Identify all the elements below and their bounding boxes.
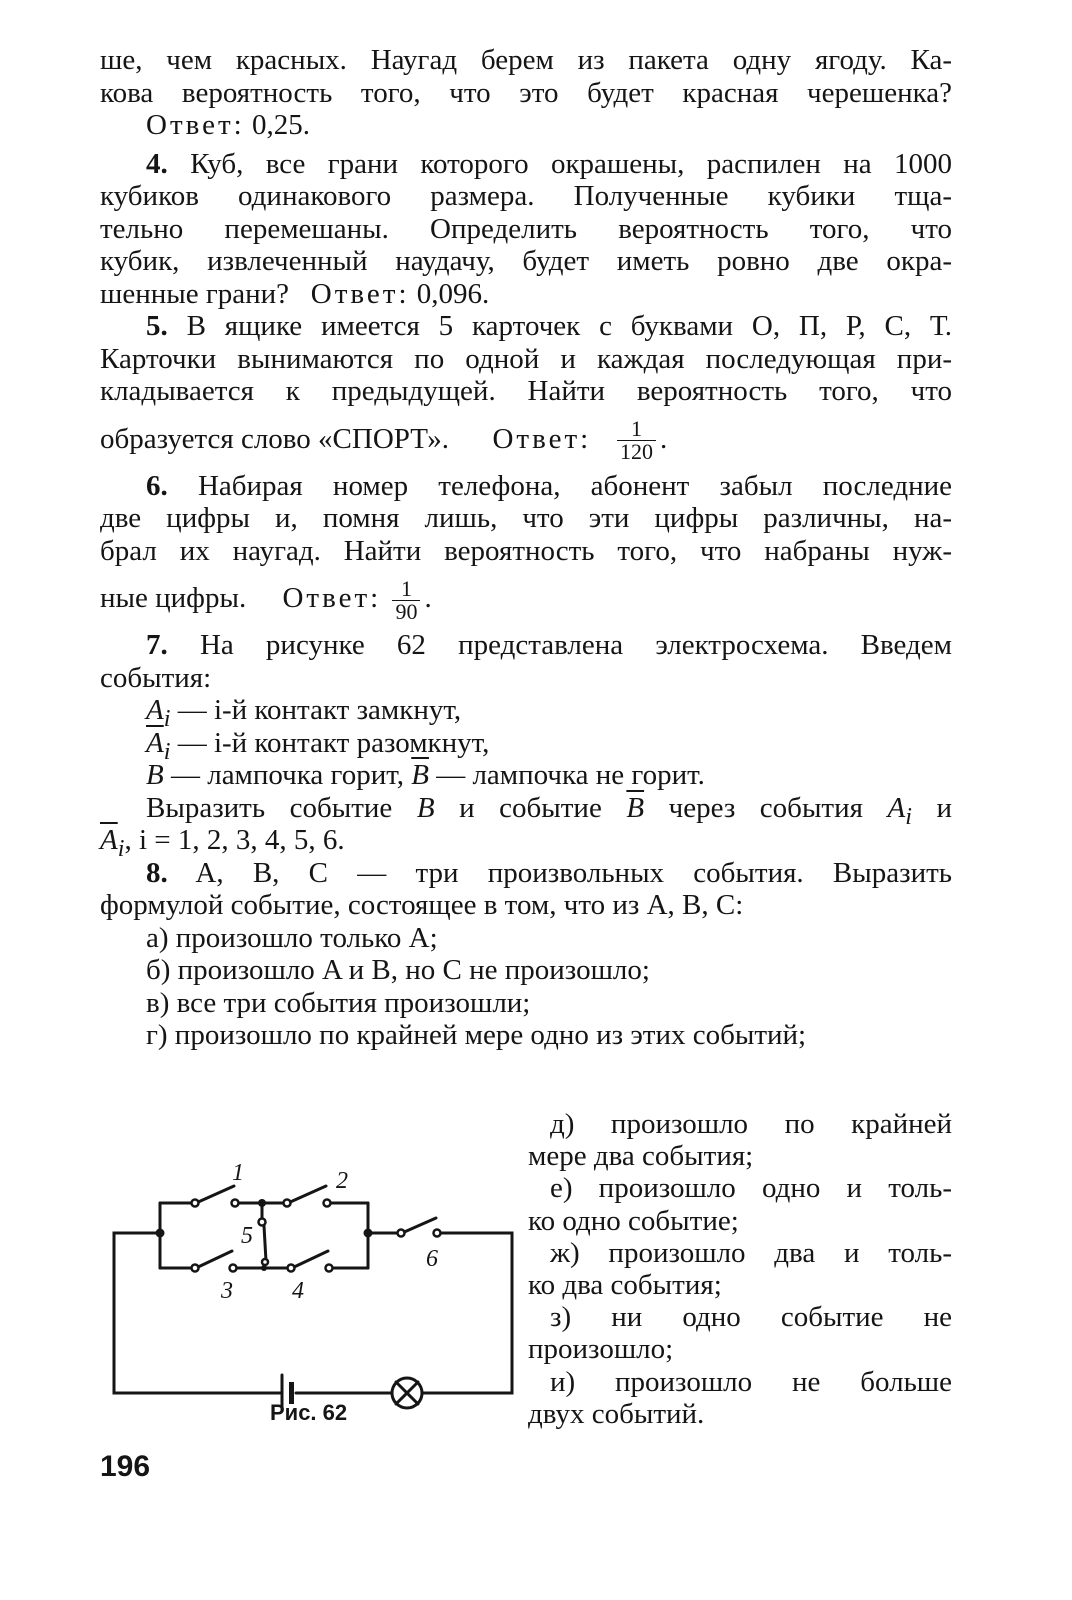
switch-2	[288, 1186, 326, 1203]
problem-number: 6.	[146, 469, 168, 502]
contact-label: 5	[241, 1223, 253, 1249]
text-line: кубиков одинакового размера. Полученные кубики тща-	[100, 180, 952, 212]
text-span: через события	[644, 791, 888, 824]
list-item: а) произошло только A;	[146, 921, 438, 954]
figure-caption: Рис. 62	[270, 1400, 348, 1425]
fraction-numerator: 1	[392, 578, 420, 601]
list-item-cont: ко одно событие;	[528, 1204, 739, 1237]
junction-dot	[364, 1229, 373, 1238]
text-line	[100, 824, 952, 862]
text-line: кова вероятность того, что это будет красная черешенка?	[100, 76, 952, 109]
fraction-denominator: 120	[619, 439, 653, 465]
event-line	[100, 726, 952, 765]
math-subscript: i	[163, 704, 171, 732]
event-line	[100, 694, 952, 732]
list-item: в) все три события произошли;	[146, 986, 531, 1019]
answer-value: 0,096.	[416, 277, 490, 310]
text-line: Куб, все грани которого окрашены, распилен на 1000	[190, 147, 952, 180]
switch-3	[196, 1251, 232, 1268]
problem-5-line	[100, 310, 952, 343]
text-line: брал их наугад. Найти вероятность того, что набраны нуж-	[100, 534, 952, 567]
page-text	[100, 44, 952, 1052]
fraction-denominator: 90	[395, 598, 418, 624]
math-subscript: i	[163, 737, 171, 765]
problem-number: 7.	[146, 629, 168, 661]
text-span: — лампочка горит,	[163, 759, 412, 791]
page-number: 196	[100, 1450, 151, 1483]
text-line: формулой событие, состоящее в том, что из A, B, C:	[100, 889, 744, 921]
problem-4-line	[100, 148, 952, 181]
text-span: — i-й контакт замкнут,	[170, 694, 462, 726]
answer-label: Ответ:	[492, 422, 592, 455]
math-symbol: $\overline{B}$	[411, 759, 429, 791]
text-span: образуется слово «СПОРТ».	[100, 422, 449, 455]
contact-label: 1	[232, 1160, 244, 1186]
text-span: — лампочка не горит.	[428, 759, 705, 791]
list-item: ж) произошло два и толь-	[550, 1236, 952, 1269]
problem-number: 5.	[146, 310, 168, 342]
text-line: Карточки вынимаются по одной и каждая последующая при-	[100, 342, 952, 375]
answer-label: Ответ:	[310, 277, 410, 310]
math-symbol: $\overline{B}$	[626, 791, 645, 824]
text-span: — i-й контакт разомкнут,	[170, 726, 490, 759]
text-line: события:	[100, 661, 212, 694]
text-line: кубик, извлеченный наудачу, будет иметь ровно две окра-	[100, 245, 952, 277]
junction-dot	[258, 1199, 266, 1207]
text-line: A, B, C — три произвольных события. Выразить	[195, 856, 952, 889]
list-item: б) произошло A и B, но C не произошло;	[146, 954, 650, 986]
problem-number: 8.	[146, 856, 168, 889]
list-item-cont: ко два события;	[528, 1268, 722, 1301]
text-span: Выразить событие	[146, 791, 417, 824]
list-item: г) произошло по крайней мере одно из этих событий;	[146, 1019, 807, 1051]
answer-line	[100, 109, 952, 142]
event-line	[100, 759, 952, 792]
fraction-numerator: 1	[617, 418, 656, 441]
contact-label: 2	[336, 1168, 348, 1194]
answer-line: ные цифры. Ответ: $\frac{1}{90}$ .	[100, 575, 432, 624]
list-item: е) произошло одно и толь-	[550, 1172, 952, 1205]
circuit-diagram	[104, 1138, 524, 1438]
contact-label: 3	[221, 1278, 233, 1304]
list-item-cont: мере два события;	[528, 1140, 754, 1173]
text-line: Набирая номер телефона, абонент забыл последние	[197, 469, 953, 502]
text-span: и событие	[434, 791, 627, 824]
answer-line	[100, 278, 952, 311]
wire	[114, 1233, 280, 1393]
answer-label: Ответ:	[282, 582, 382, 614]
text-span: шенные грани?	[100, 277, 290, 310]
figure-region	[100, 1108, 952, 1468]
problem-number: 4.	[146, 147, 168, 180]
problem-8-line	[100, 857, 952, 890]
list-item-cont: двух событий.	[528, 1397, 705, 1430]
math-symbol: $\overline{A}$	[100, 824, 118, 856]
contact-label: 6	[426, 1246, 438, 1272]
contact-label: 4	[292, 1278, 304, 1304]
answer-line: образуется слово «СПОРТ». Ответ: $\frac{1}{120}$ .	[100, 416, 668, 465]
answer-value: 0,25.	[252, 109, 310, 141]
text-line: ше, чем красных. Наугад берем из пакета одну ягоду. Ка-	[100, 44, 952, 76]
math-symbol: A	[887, 791, 906, 824]
switch-6	[402, 1218, 436, 1233]
list-item: и) произошло не больше	[550, 1365, 952, 1398]
math-symbol: B	[146, 759, 164, 791]
math-subscript: i	[117, 834, 125, 862]
text-line: В ящике имеется 5 карточек с буквами О, П, Р, С, Т.	[186, 310, 952, 342]
text-line: кладывается к предыдущей. Найти вероятность того, что	[100, 375, 952, 407]
text-line: На рисунке 62 представлена электросхема. Введем	[199, 629, 952, 661]
switch-1	[196, 1186, 234, 1203]
junction-dot	[156, 1229, 165, 1238]
list-continuation	[528, 1108, 952, 1430]
text-span: , i = 1, 2, 3, 4, 5, 6.	[124, 824, 345, 856]
problem-7-line	[100, 629, 952, 662]
list-item: д) произошло по крайней	[550, 1108, 952, 1140]
text-span: ные цифры.	[100, 582, 247, 614]
text-line: тельно перемешаны. Определить вероятность того, что	[100, 212, 952, 245]
problem-6-line	[100, 470, 952, 503]
list-item-cont: произошло;	[528, 1333, 674, 1366]
switch-4	[292, 1251, 328, 1268]
answer-label: Ответ:	[146, 109, 245, 141]
list-item: з) ни одно событие не	[550, 1301, 952, 1334]
switch-5	[264, 1226, 266, 1261]
math-symbol: B	[416, 791, 435, 824]
text-line	[100, 791, 952, 830]
text-line: две цифры и, помня лишь, что эти цифры различны, на-	[100, 502, 952, 534]
answer-fraction	[617, 418, 656, 463]
text-span: и	[911, 791, 952, 824]
math-symbol: A	[146, 694, 164, 726]
math-subscript: i	[905, 802, 912, 830]
math-symbol: $\overline{A}$	[146, 726, 164, 759]
answer-fraction	[392, 575, 420, 624]
